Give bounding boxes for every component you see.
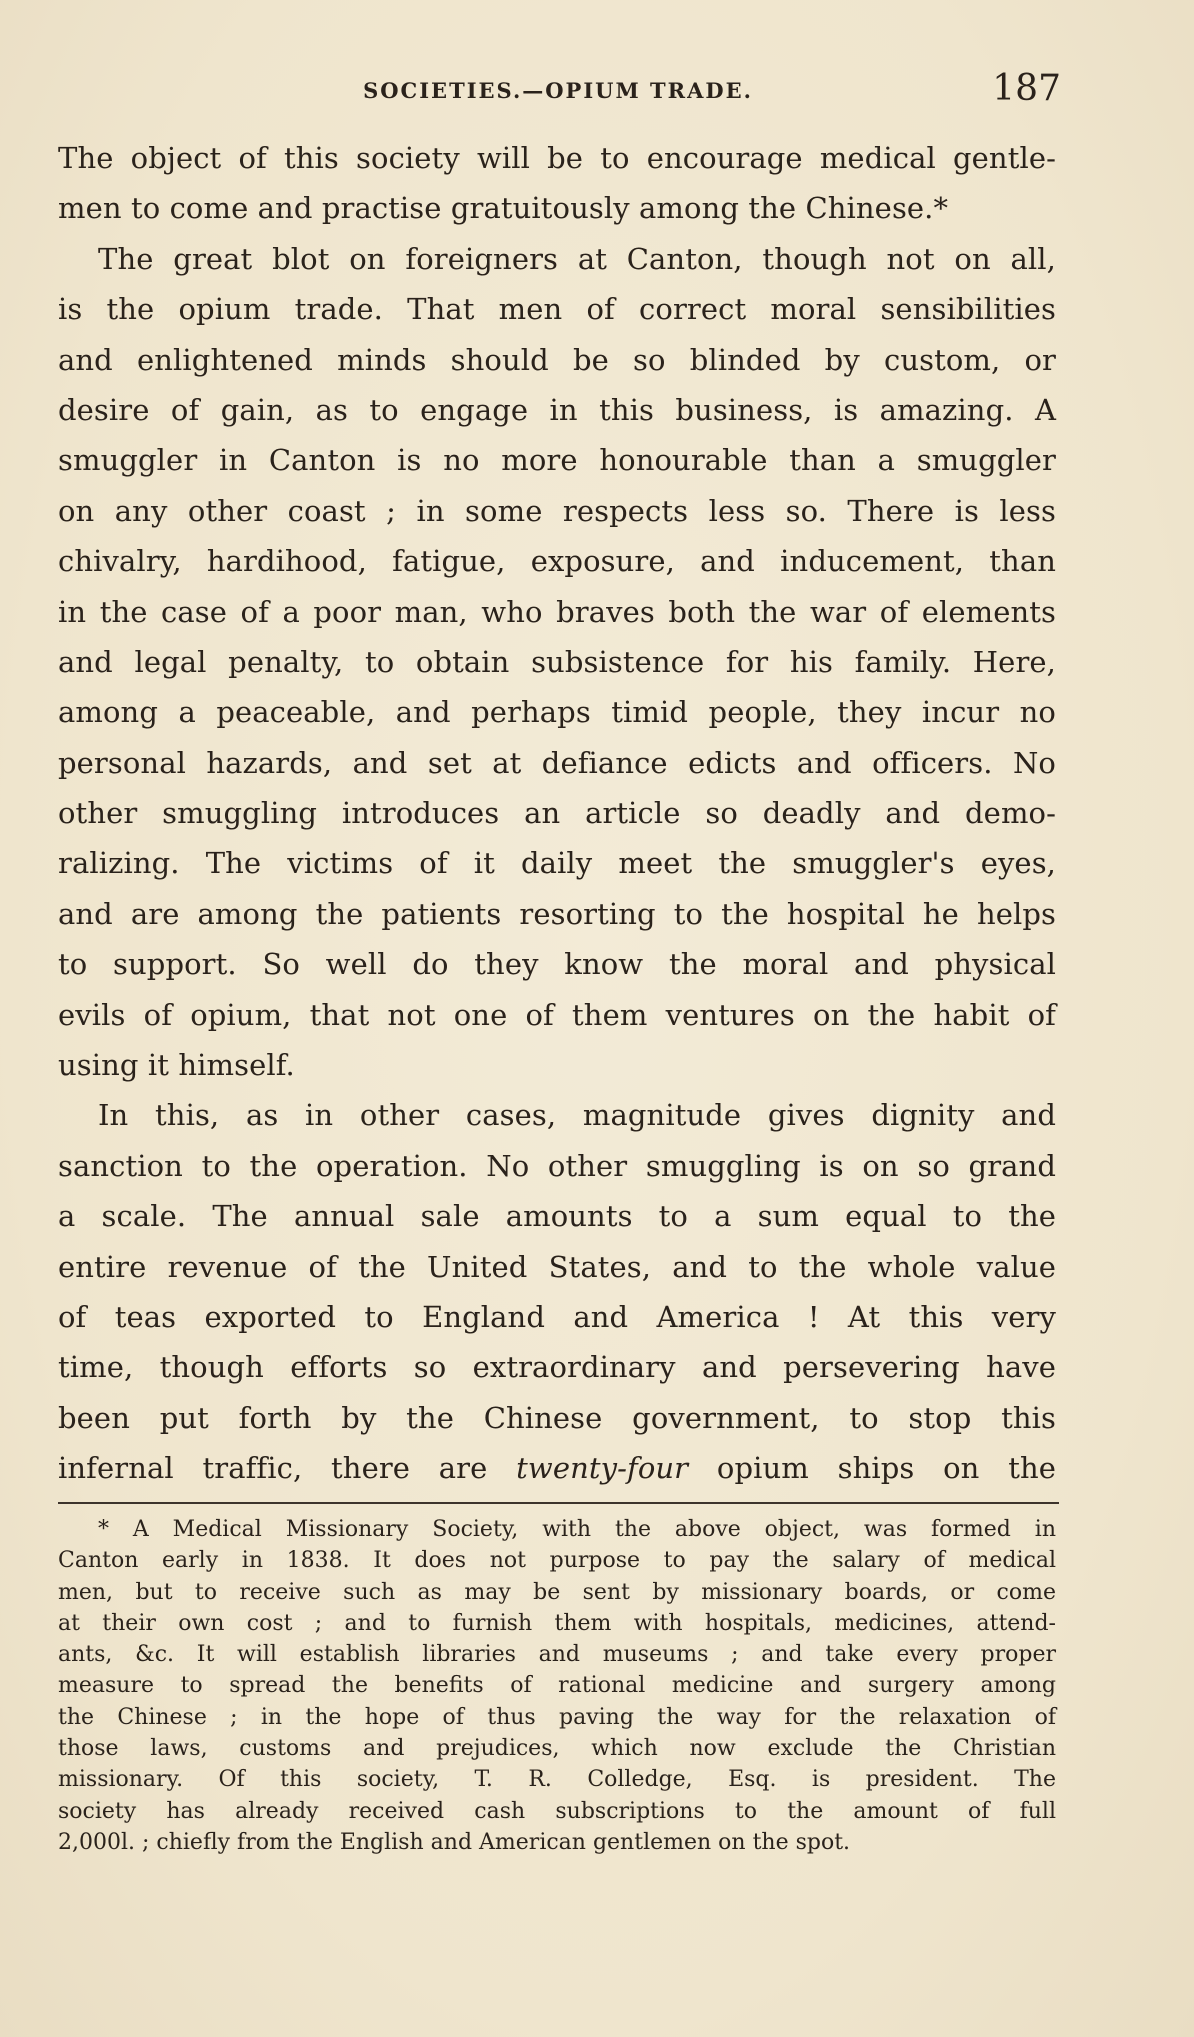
text-line: The great blot on foreigners at Canton, though not on all, <box>98 241 1056 276</box>
footnote-divider <box>58 1502 1059 1504</box>
footnote-line: * A Medical Missionary Society, with the above object, was formed in <box>98 1517 1056 1542</box>
text-line: and are among the patients resorting to the hospital he helps <box>58 896 1056 931</box>
text-line: to support. So well do they know the moral and physical <box>58 947 1056 982</box>
text-line: smuggler in Canton is no more honourable than a smuggler <box>58 443 1056 478</box>
text-line: is the opium trade. That men of correct moral sensibilities <box>58 292 1056 327</box>
footnote-line: the Chinese ; in the hope of thus paving the way for the relaxation of <box>58 1704 1056 1730</box>
page-number: 187 <box>992 68 1061 109</box>
text-line: using it himself. <box>58 1048 295 1083</box>
text-line: among a peaceable, and perhaps timid people, they incur no <box>58 695 1056 730</box>
running-head <box>58 68 1061 118</box>
footnote-line: 2,000l. ; chiefly from the English and American gentlemen on the spot. <box>58 1829 851 1855</box>
text-line: and enlightened minds should be so blinded by custom, or <box>58 342 1056 377</box>
text-line: and legal penalty, to obtain subsistence for his family. Here, <box>58 644 1056 679</box>
text-line: desire of gain, as to engage in this business, is amazing. A <box>58 392 1056 427</box>
footnote-line: men, but to receive such as may be sent by missionary boards, or come <box>58 1579 1056 1605</box>
footnote-line: Canton early in 1838. It does not purpose to pay the salary of medical <box>58 1548 1056 1574</box>
footnote-line: those laws, customs and prejudices, which now exclude the Christian <box>58 1736 1056 1762</box>
text-line: been put forth by the Chinese government, to stop this <box>58 1400 1056 1435</box>
footnote-line: ants, &c. It will establish libraries and museums ; and take every proper <box>58 1642 1056 1668</box>
footnote <box>58 1514 1056 1858</box>
italic-emphasis: twenty-four <box>516 1451 689 1486</box>
text-line: men to come and practise gratuitously among the Chinese.* <box>58 191 949 226</box>
footnote-line: missionary. Of this society, T. R. Colledge, Esq. is president. The <box>58 1767 1056 1793</box>
text-line: entire revenue of the United States, and to the whole value <box>58 1249 1056 1284</box>
text-line: In this, as in other cases, magnitude gives dignity and <box>98 1098 1056 1133</box>
text-line: sanction to the operation. No other smuggling is on so grand <box>58 1148 1056 1183</box>
running-title: SOCIETIES.—OPIUM TRADE. <box>363 78 753 103</box>
text-line: other smuggling introduces an article so deadly and demo- <box>58 796 1056 831</box>
text-run: opium ships on the <box>688 1451 1056 1486</box>
body-text <box>58 133 1056 1494</box>
text-line: on any other coast ; in some respects less so. There is less <box>58 493 1056 528</box>
text-run: infernal traffic, there are <box>58 1451 517 1486</box>
text-line: chivalry, hardihood, fatigue, exposure, and inducement, than <box>58 544 1056 579</box>
text-line: evils of opium, that not one of them ventures on the habit of <box>58 997 1056 1032</box>
footnote-line: at their own cost ; and to furnish them with hospitals, medicines, attend- <box>58 1610 1056 1636</box>
text-line: a scale. The annual sale amounts to a sum equal to the <box>58 1199 1056 1234</box>
text-line: in the case of a poor man, who braves both the war of elements <box>58 594 1056 629</box>
text-line: personal hazards, and set at defiance edicts and officers. No <box>58 745 1056 780</box>
text-line-last <box>58 1443 1056 1493</box>
text-line: time, though efforts so extraordinary and persevering have <box>58 1350 1056 1385</box>
footnote-line: measure to spread the benefits of rational medicine and surgery among <box>58 1673 1056 1699</box>
text-line: of teas exported to England and America ! At this very <box>58 1299 1056 1334</box>
text-line: ralizing. The victims of it daily meet the smuggler's eyes, <box>58 846 1056 881</box>
footnote-line: society has already received cash subscriptions to the amount of full <box>58 1798 1056 1824</box>
text-line: The object of this society will be to encourage medical gentle- <box>58 141 1056 175</box>
